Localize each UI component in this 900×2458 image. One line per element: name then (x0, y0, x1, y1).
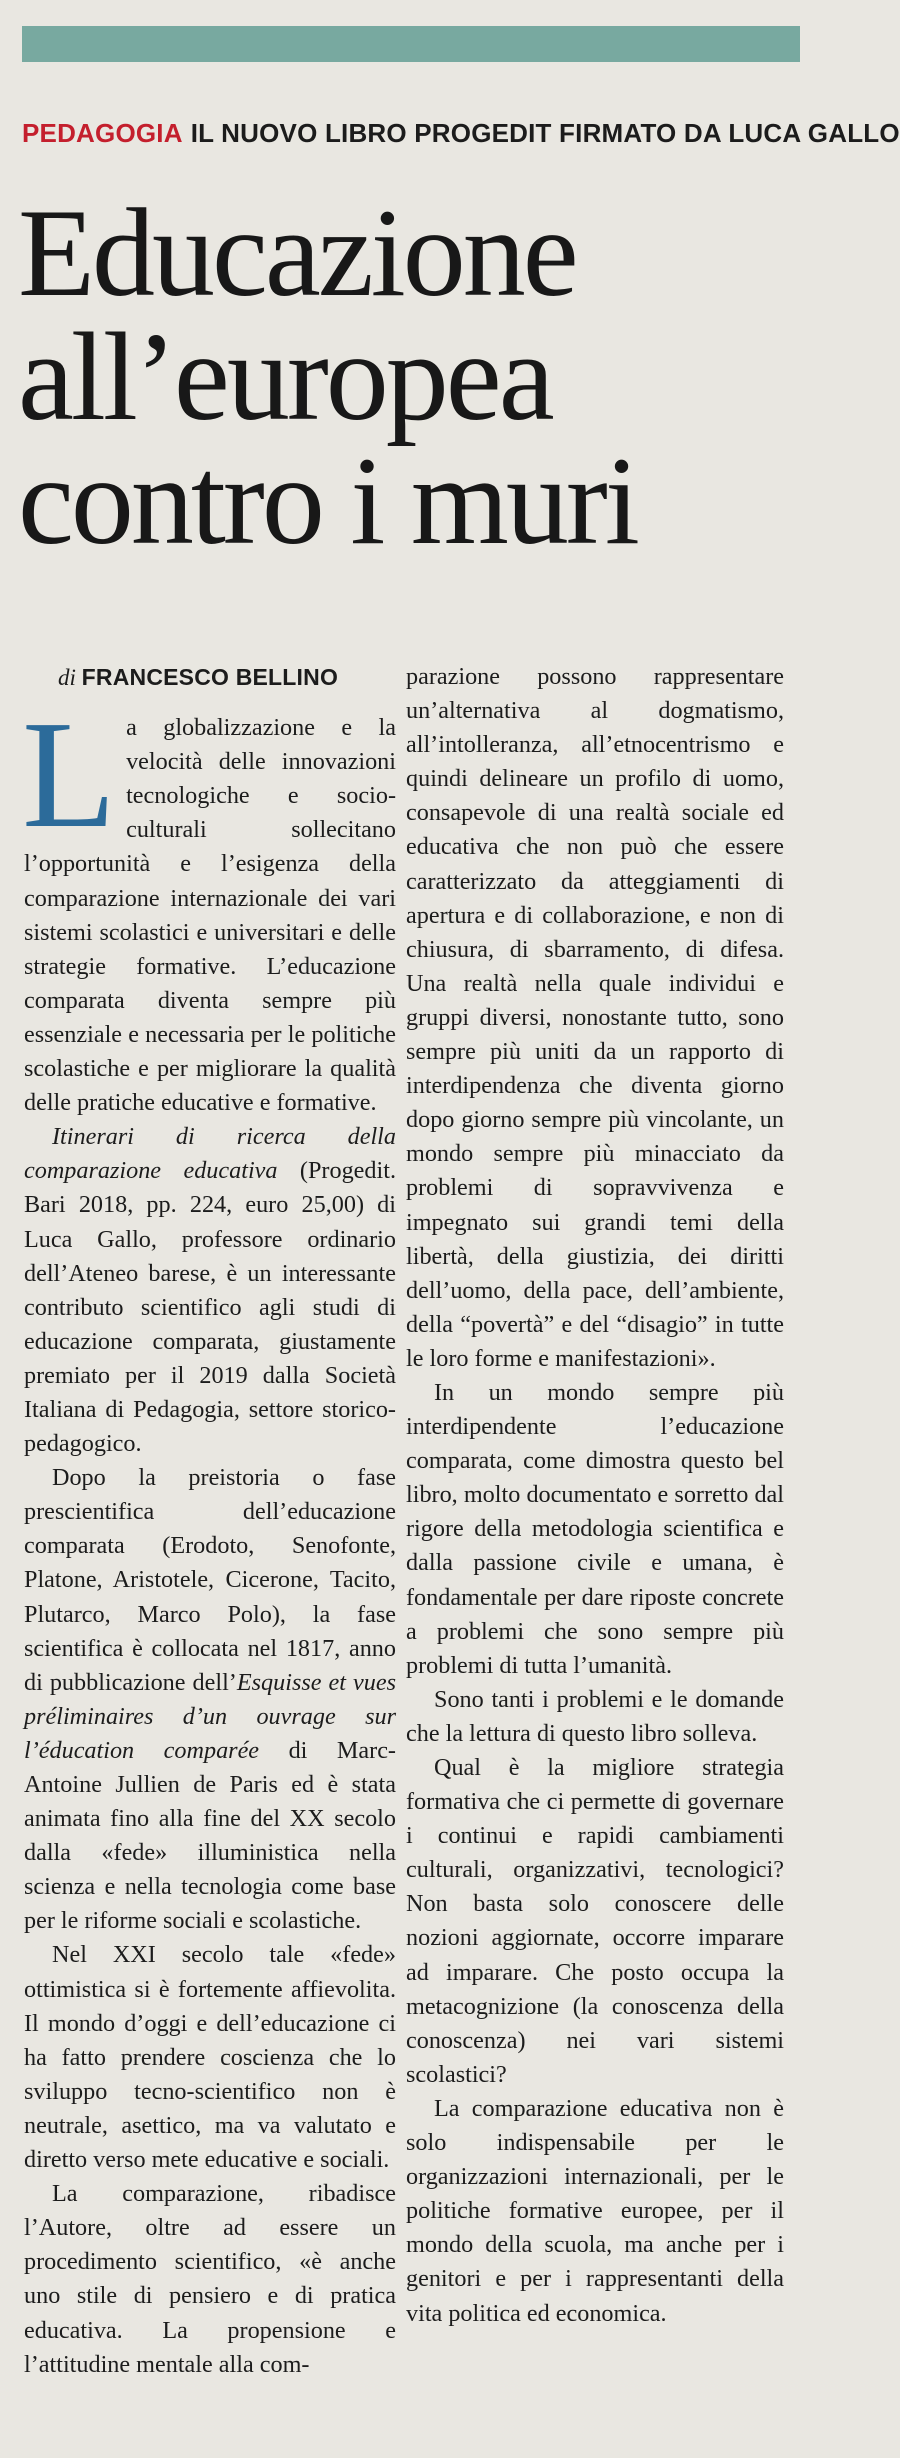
kicker-subtitle: IL NUOVO LIBRO PROGEDIT FIRMATO DA LUCA GALLO (190, 118, 900, 148)
paragraph-text: La comparazione, ribadisce l’Autore, oltre ad essere un procedimento scientifico, «è anche uno stile di pensiero e di pratica educativa. La propensione e l’attitudine mentale alla com- (24, 2180, 396, 2378)
paragraph (24, 1120, 396, 1461)
byline-author: FRANCESCO BELLINO (81, 664, 339, 690)
paragraph (24, 1461, 396, 1938)
section-label: PEDAGOGIA (22, 118, 183, 148)
article-column-1 (24, 660, 396, 2382)
paragraph-text: di Marc-Antoine Jullien de Paris ed è stata animata fino alla fine del XX secolo dalla «fede» illuministica nella scienza e nella tecnologia come base per le riforme sociali e scolastiche. (24, 1736, 396, 1935)
drop-cap: L (22, 690, 117, 861)
headline-line-2: all’europea (18, 308, 552, 447)
headline-line-3: contro i muri (18, 432, 637, 571)
paragraph (406, 1683, 784, 1751)
headline-line-1: Educazione (18, 184, 576, 323)
article-column-2 (406, 660, 784, 2331)
paragraph-text: parazione possono rappresentare un’alternativa al dogmatismo, all’intolleranza, all’etnocentrismo e quindi delineare un profilo di uomo, consapevole di una realtà sociale ed educativa che non può che essere caratterizzato da atteggiamenti di apertura e di collaborazione, e non di chiusura, di sbarramento, di difesa. Una realtà nella quale individui e gruppi diversi, nonostante tutto, sono sempre più uniti da un rapporto di interdipendenza che diventa giorno dopo giorno sempre più vincolante, un mondo sempre più minacciato da problemi di sopravvivenza e impegnato sui grandi temi della libertà, della giustizia, dei diritti dell’uomo, della pace, dell’ambiente, della “povertà” e del “disagio” in tutte le loro forme e manifestazioni». (406, 663, 784, 1372)
paragraph (406, 1751, 784, 2092)
book-title: Itinerari di ricerca della comparazione educativa (24, 1123, 396, 1185)
byline (24, 660, 396, 695)
paragraph (406, 1376, 784, 1683)
paragraph-text: In un mondo sempre più interdipendente l’educazione comparata, come dimostra questo bel libro, molto documentato e sorretto dal rigore della metodologia scientifica e dalla passione civile e umana, è fondamentale per dare riposte concrete a problemi che sono sempre più problemi di tutta l’umanità. (406, 1378, 784, 1679)
byline-prefix: di (58, 665, 76, 690)
paragraph (406, 2092, 784, 2331)
paragraph-text: La comparazione educativa non è solo indispensabile per le organizzazioni internazionali, per le politiche formative europee, per il mondo della scuola, ma anche per i genitori e per i rappresentanti della vita politica ed economica. (406, 2094, 784, 2327)
headline (18, 184, 788, 571)
paragraph-text: Dopo la preistoria o fase prescientifica dell’educazione comparata (Erodoto, Senofonte, Platone, Aristotele, Cicerone, Tacito, Plutarco, Marco Polo), la fase scientifica è collocata nel 1817, anno di pubblicazione dell’ (24, 1464, 396, 1696)
paragraph-text: Nel XXI secolo tale «fede» ottimistica si è fortemente affievolita. Il mondo d’oggi e dell’educazione ci ha fatto prendere coscienza che lo sviluppo tecno-scientifico non è neutrale, asettico, ma va valutato e diretto verso mete educative e sociali. (24, 1941, 396, 2174)
paragraph (22, 690, 396, 1120)
paragraph-text: a globalizzazione e la velocità delle innovazioni tecnologiche e socio-culturali sollecitano l’opportunità e l’esigenza della comparazione internazionale dei vari sistemi scolastici e universitari e delle strategie formative. L’educazione comparata diventa sempre più essenziale e necessaria per le politiche scolastiche e per migliorare la qualità delle pratiche educative e formative. (24, 714, 396, 1117)
paragraph (24, 2177, 396, 2382)
paragraph-text: (Progedit. Bari 2018, pp. 224, euro 25,00) di Luca Gallo, professore ordinario dell’Ateneo barese, è un interessante contributo scientifico agli studi di educazione comparata, giustamente premiato per il 2019 dalla Società Italiana di Pedagogia, settore storico-pedagogico. (24, 1157, 396, 1458)
paragraph-text: Sono tanti i problemi e le domande che la lettura di questo libro solleva. (406, 1685, 784, 1747)
paragraph-text: Qual è la migliore strategia formativa che ci permette di governare i continui e rapidi cambiamenti culturali, organizzativi, tecnologici? Non basta solo conoscere delle nozioni aggiornate, occorre imparare ad imparare. Che posto occupa la metacognizione (la conoscenza della conoscenza) nei vari sistemi scolastici? (406, 1754, 784, 2088)
top-color-band (22, 26, 800, 62)
kicker (22, 118, 900, 149)
paragraph (406, 660, 784, 1376)
book-title: Esquisse et vues préliminaires d’un ouvrage sur l’éducation comparée (24, 1668, 396, 1764)
paragraph (24, 1938, 396, 2177)
